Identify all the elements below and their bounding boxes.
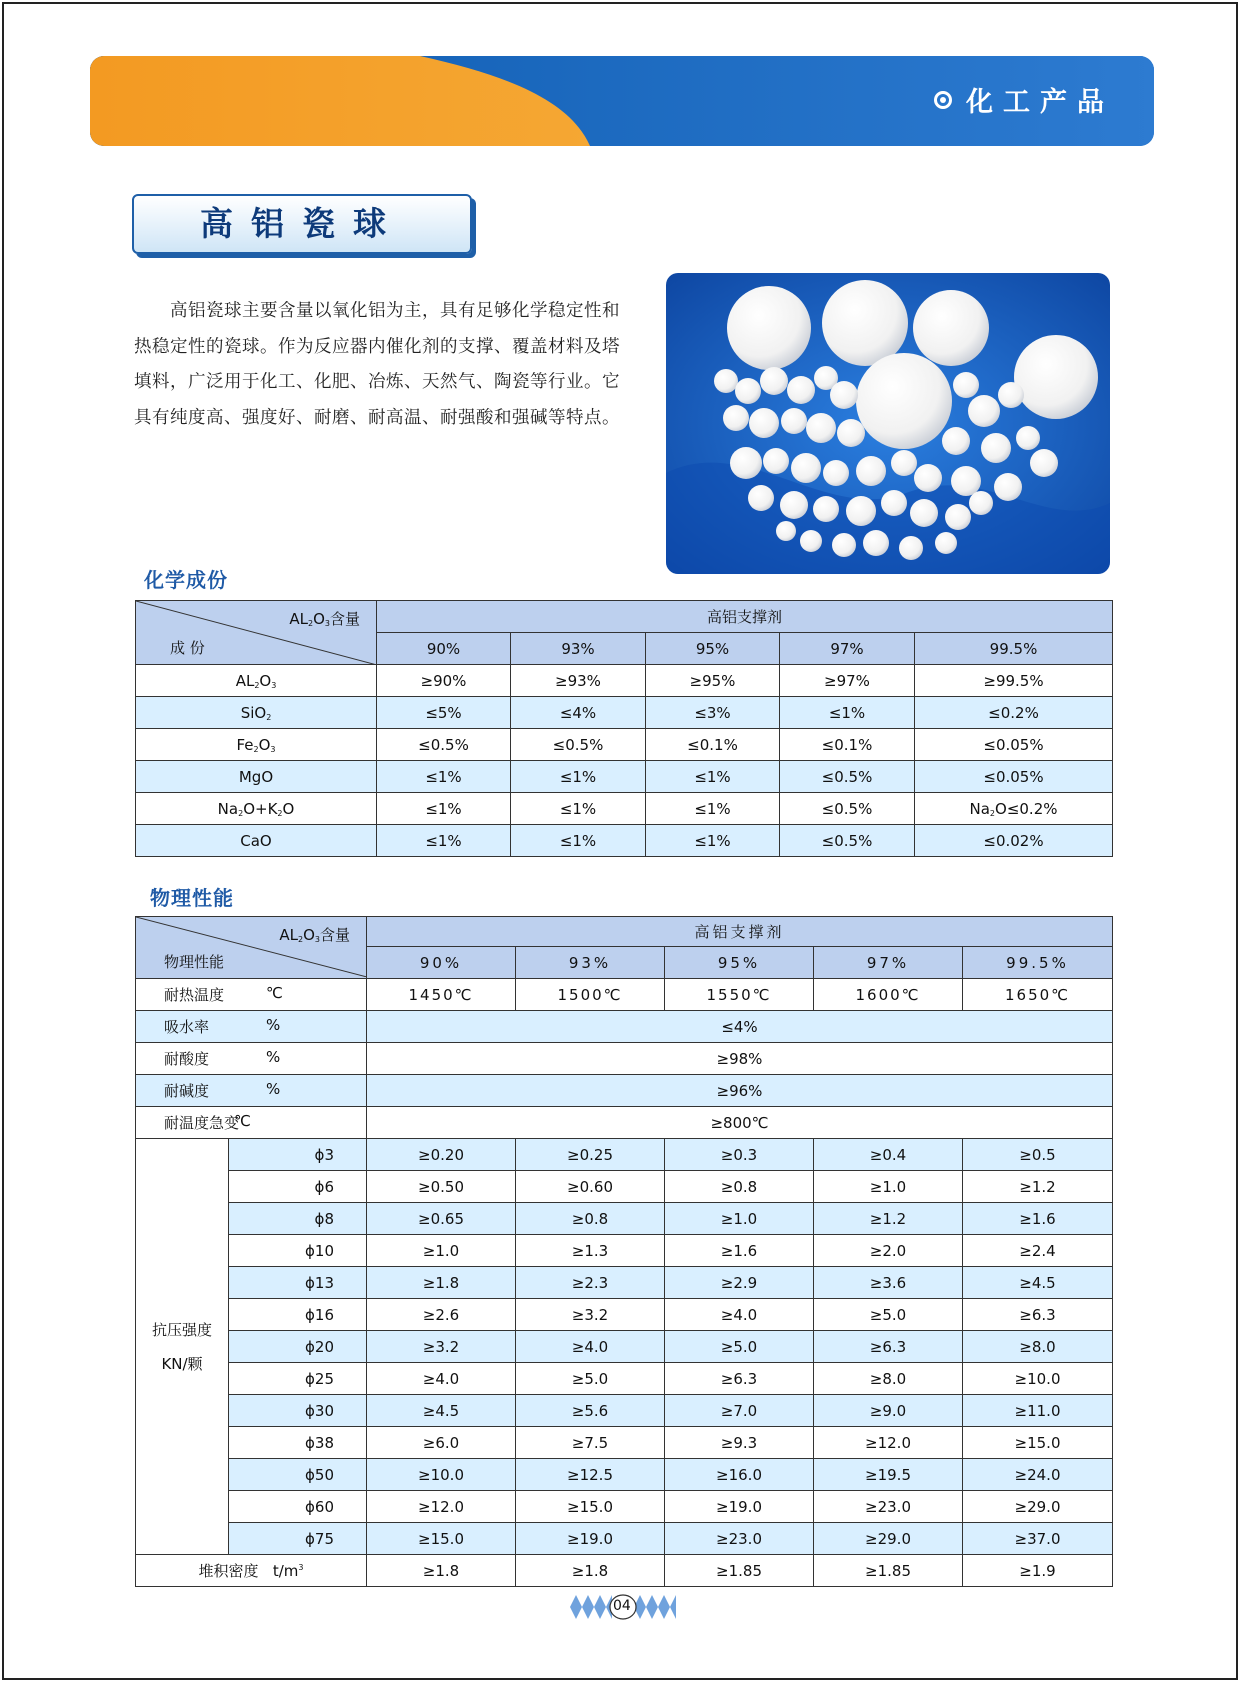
grade-header: 95% xyxy=(646,633,780,665)
ball-size: ϕ10 xyxy=(229,1235,367,1267)
property-label: 耐酸度 xyxy=(164,1050,210,1068)
strength-row xyxy=(136,1395,1113,1427)
strength-row xyxy=(136,1299,1113,1331)
ball-size: ϕ13 xyxy=(229,1267,367,1299)
grade-header: 97% xyxy=(780,633,915,665)
product-title: 高铝瓷球 xyxy=(200,204,404,243)
cell: ≥23.0 xyxy=(665,1523,814,1555)
cell: ≥29.0 xyxy=(963,1491,1113,1523)
cell: ≥1.0 xyxy=(814,1171,963,1203)
cell: ≥99.5% xyxy=(915,665,1113,697)
cell: ≤4% xyxy=(511,697,646,729)
cell: ≤1% xyxy=(780,697,915,729)
property-label: 耐温度急变 xyxy=(164,1114,240,1132)
cell: ≥7.5 xyxy=(516,1427,665,1459)
cell: ≥1.6 xyxy=(665,1235,814,1267)
cell: ≥1.8 xyxy=(516,1555,665,1587)
chem-table xyxy=(135,600,1113,857)
cell: ≥24.0 xyxy=(963,1459,1113,1491)
cell: ≥0.50 xyxy=(367,1171,516,1203)
cell: ≥37.0 xyxy=(963,1523,1113,1555)
cell: ≤0.5% xyxy=(780,825,915,857)
strength-rows xyxy=(136,1139,1113,1555)
cell: 1650℃ xyxy=(963,979,1113,1011)
cell: ≥95% xyxy=(646,665,780,697)
grade-header: 95% xyxy=(665,947,814,979)
property-unit: % xyxy=(266,1016,281,1034)
cell: ≤0.5% xyxy=(780,761,915,793)
cell: ≥93% xyxy=(511,665,646,697)
cell: ≥98% xyxy=(367,1043,1113,1075)
cell: ≤0.1% xyxy=(646,729,780,761)
cell: ≥2.6 xyxy=(367,1299,516,1331)
ball-size: ϕ75 xyxy=(229,1523,367,1555)
cell: ≥90% xyxy=(377,665,511,697)
cell: ≤5% xyxy=(377,697,511,729)
cell: ≥2.9 xyxy=(665,1267,814,1299)
cell: ≥10.0 xyxy=(963,1363,1113,1395)
cell: ≥1.0 xyxy=(665,1203,814,1235)
cell: ≤1% xyxy=(511,793,646,825)
cell: ≥97% xyxy=(780,665,915,697)
cell: ≥0.5 xyxy=(963,1139,1113,1171)
cell: ≥0.4 xyxy=(814,1139,963,1171)
cell: ≥3.2 xyxy=(367,1331,516,1363)
cell: ≥4.0 xyxy=(665,1299,814,1331)
phys-corner-bottom: 物理性能 xyxy=(164,953,225,971)
grade-header: 90% xyxy=(367,947,516,979)
property-name xyxy=(136,1075,367,1107)
strength-row xyxy=(136,1427,1113,1459)
ball-size: ϕ50 xyxy=(229,1459,367,1491)
cell: ≥5.0 xyxy=(814,1299,963,1331)
ball-size: ϕ60 xyxy=(229,1491,367,1523)
cell: ≥12.0 xyxy=(367,1491,516,1523)
strength-row xyxy=(136,1363,1113,1395)
strength-unit: KN/颗 xyxy=(161,1354,203,1373)
cell: ≤0.2% xyxy=(915,697,1113,729)
component-name: $AL_2O_3$ xyxy=(136,665,377,697)
cell: ≥1.9 xyxy=(963,1555,1113,1587)
component-name: $Na_2O+K_2O$ xyxy=(136,793,377,825)
cell: ≥12.0 xyxy=(814,1427,963,1459)
ball-size: ϕ8 xyxy=(229,1203,367,1235)
table-row xyxy=(136,1075,1113,1107)
cell: ≥0.8 xyxy=(516,1203,665,1235)
strength-row xyxy=(136,1523,1113,1555)
ball-size: ϕ38 xyxy=(229,1427,367,1459)
cell: ≥96% xyxy=(367,1075,1113,1107)
property-label: 耐碱度 xyxy=(164,1082,210,1100)
cell: ≤0.02% xyxy=(915,825,1113,857)
cell: ≥0.65 xyxy=(367,1203,516,1235)
cell: ≥1.8 xyxy=(367,1267,516,1299)
property-unit: ℃ xyxy=(234,1112,251,1130)
property-name xyxy=(136,1107,367,1139)
chem-corner-top: $AL_2O_3$含量 xyxy=(289,610,360,628)
phys-corner-top: $AL_2O_3$含量 xyxy=(279,926,350,944)
cell: ≤0.5% xyxy=(377,729,511,761)
cell: ≥0.8 xyxy=(665,1171,814,1203)
cell: ≤1% xyxy=(511,825,646,857)
cell: ≥6.0 xyxy=(367,1427,516,1459)
cell: ≥19.0 xyxy=(516,1523,665,1555)
cell: ≤0.05% xyxy=(915,729,1113,761)
cell: ≥0.3 xyxy=(665,1139,814,1171)
cell: ≥1.6 xyxy=(963,1203,1113,1235)
cell: ≤0.5% xyxy=(780,793,915,825)
phys-corner-cell xyxy=(136,917,367,979)
cell: ≥11.0 xyxy=(963,1395,1113,1427)
cell: ≥6.3 xyxy=(963,1299,1113,1331)
cell: ≥1.0 xyxy=(367,1235,516,1267)
table-row xyxy=(136,697,1113,729)
cell: ≥29.0 xyxy=(814,1523,963,1555)
cell: ≥1.3 xyxy=(516,1235,665,1267)
cell: ≥16.0 xyxy=(665,1459,814,1491)
cell: ≥1.85 xyxy=(665,1555,814,1587)
property-name: 堆积密度 $t/m^3$ xyxy=(136,1555,367,1587)
cell: ≥0.25 xyxy=(516,1139,665,1171)
cell: ≤1% xyxy=(646,825,780,857)
cell: $Na_2O\le 0.2\%$ xyxy=(915,793,1113,825)
strength-row xyxy=(136,1491,1113,1523)
cell: ≤0.1% xyxy=(780,729,915,761)
cell: ≥23.0 xyxy=(814,1491,963,1523)
table-row xyxy=(136,1555,1113,1587)
section-title-text: 化工产品 xyxy=(966,87,1114,118)
property-unit: % xyxy=(266,1048,281,1066)
cell: ≥0.20 xyxy=(367,1139,516,1171)
cell: ≥15.0 xyxy=(516,1491,665,1523)
section-title xyxy=(934,80,1114,119)
property-name xyxy=(136,979,367,1011)
cell: ≥4.5 xyxy=(963,1267,1113,1299)
cell: ≥8.0 xyxy=(814,1363,963,1395)
cell: ≥9.0 xyxy=(814,1395,963,1427)
cell: ≥4.5 xyxy=(367,1395,516,1427)
cell: ≥6.3 xyxy=(814,1331,963,1363)
ball-size: ϕ20 xyxy=(229,1331,367,1363)
chem-heading: 化学成份 xyxy=(144,568,228,592)
strength-row xyxy=(136,1459,1113,1491)
cell: ≤0.05% xyxy=(915,761,1113,793)
table-row xyxy=(136,1107,1113,1139)
intro-text: 高铝瓷球主要含量以氧化铝为主，具有足够化学稳定性和热稳定性的瓷球。作为反应器内催化剂的支撑、覆盖材料及塔填料，广泛用于化工、化肥、冶炼、天然气、陶瓷等行业。它具有纯度高、强度好、耐磨、耐高温、耐强酸和强碱等特点。 xyxy=(134,301,620,428)
chem-corner-cell xyxy=(136,601,377,665)
cell: 1450℃ xyxy=(367,979,516,1011)
cell: 1600℃ xyxy=(814,979,963,1011)
grade-header: 93% xyxy=(516,947,665,979)
strength-row xyxy=(136,1171,1113,1203)
cell: ≥1.2 xyxy=(963,1171,1113,1203)
cell: ≥5.0 xyxy=(516,1363,665,1395)
cell: ≥1.85 xyxy=(814,1555,963,1587)
phys-group-header: 高铝支撑剂 xyxy=(367,917,1113,947)
ball-size: ϕ6 xyxy=(229,1171,367,1203)
grade-header: 93% xyxy=(511,633,646,665)
table-row xyxy=(136,1011,1113,1043)
product-intro xyxy=(134,294,634,436)
property-unit: ℃ xyxy=(266,984,283,1002)
cell: ≥800℃ xyxy=(367,1107,1113,1139)
ball-size: ϕ16 xyxy=(229,1299,367,1331)
strength-row xyxy=(136,1203,1113,1235)
cell: ≥2.3 xyxy=(516,1267,665,1299)
cell: ≥1.2 xyxy=(814,1203,963,1235)
component-name: $Fe_2O_3$ xyxy=(136,729,377,761)
cell: ≤1% xyxy=(646,761,780,793)
phys-heading: 物理性能 xyxy=(150,886,234,910)
cell: ≥4.0 xyxy=(367,1363,516,1395)
product-title-box xyxy=(132,194,472,254)
cell: ≥3.6 xyxy=(814,1267,963,1299)
ball-size: ϕ3 xyxy=(229,1139,367,1171)
cell: ≥7.0 xyxy=(665,1395,814,1427)
property-name xyxy=(136,1043,367,1075)
cell: ≤1% xyxy=(511,761,646,793)
ball-size: ϕ25 xyxy=(229,1363,367,1395)
cell: ≥3.2 xyxy=(516,1299,665,1331)
cell: ≥19.0 xyxy=(665,1491,814,1523)
property-name xyxy=(136,1011,367,1043)
component-name: SiO$_2$ xyxy=(136,697,377,729)
strength-row xyxy=(136,1267,1113,1299)
page-number-text: 04 xyxy=(613,1598,631,1614)
cell: ≥0.60 xyxy=(516,1171,665,1203)
cell: ≥12.5 xyxy=(516,1459,665,1491)
cell: ≥6.3 xyxy=(665,1363,814,1395)
cell: ≤3% xyxy=(646,697,780,729)
cell: ≥4.0 xyxy=(516,1331,665,1363)
table-row xyxy=(136,1043,1113,1075)
product-photo xyxy=(666,273,1110,574)
property-label: 耐热温度 xyxy=(164,986,225,1004)
table-row xyxy=(136,729,1113,761)
strength-row xyxy=(136,1235,1113,1267)
grade-header: 99.5% xyxy=(915,633,1113,665)
property-unit: % xyxy=(266,1080,281,1098)
cell: ≥1.8 xyxy=(367,1555,516,1587)
cell: ≥15.0 xyxy=(367,1523,516,1555)
cell: ≥15.0 xyxy=(963,1427,1113,1459)
cell: ≤4% xyxy=(367,1011,1113,1043)
strength-label: 抗压强度 xyxy=(151,1320,212,1339)
strength-row xyxy=(136,1139,1113,1171)
phys-table xyxy=(135,916,1113,1587)
cell: ≥8.0 xyxy=(963,1331,1113,1363)
table-row xyxy=(136,979,1113,1011)
header-banner xyxy=(90,56,1154,146)
grade-header: 97% xyxy=(814,947,963,979)
cell: ≥5.0 xyxy=(665,1331,814,1363)
grade-header: 99.5% xyxy=(963,947,1113,979)
cell: ≥5.6 xyxy=(516,1395,665,1427)
page-number xyxy=(568,1592,678,1622)
table-row xyxy=(136,793,1113,825)
cell: ≥19.5 xyxy=(814,1459,963,1491)
cell: 1500℃ xyxy=(516,979,665,1011)
table-row xyxy=(136,825,1113,857)
cell: ≥9.3 xyxy=(665,1427,814,1459)
ball-size: ϕ30 xyxy=(229,1395,367,1427)
bullet-icon xyxy=(934,91,952,109)
strength-row xyxy=(136,1331,1113,1363)
ceramic-balls-image xyxy=(666,273,1110,574)
cell: ≥2.4 xyxy=(963,1235,1113,1267)
property-label: 堆积密度 xyxy=(198,1562,259,1580)
table-row xyxy=(136,665,1113,697)
component-name: MgO xyxy=(136,761,377,793)
cell: ≤1% xyxy=(377,793,511,825)
cell: ≤0.5% xyxy=(511,729,646,761)
property-label: 吸水率 xyxy=(164,1018,210,1036)
chem-group-header: 高铝支撑剂 xyxy=(377,601,1113,633)
cell: 1550℃ xyxy=(665,979,814,1011)
grade-header: 90% xyxy=(377,633,511,665)
chem-corner-bottom: 成 份 xyxy=(170,639,205,657)
cell: ≤1% xyxy=(646,793,780,825)
cell: ≥10.0 xyxy=(367,1459,516,1491)
cell: ≤1% xyxy=(377,825,511,857)
strength-label-cell xyxy=(136,1139,229,1555)
cell: ≤1% xyxy=(377,761,511,793)
table-row xyxy=(136,761,1113,793)
cell: ≥2.0 xyxy=(814,1235,963,1267)
component-name: CaO xyxy=(136,825,377,857)
